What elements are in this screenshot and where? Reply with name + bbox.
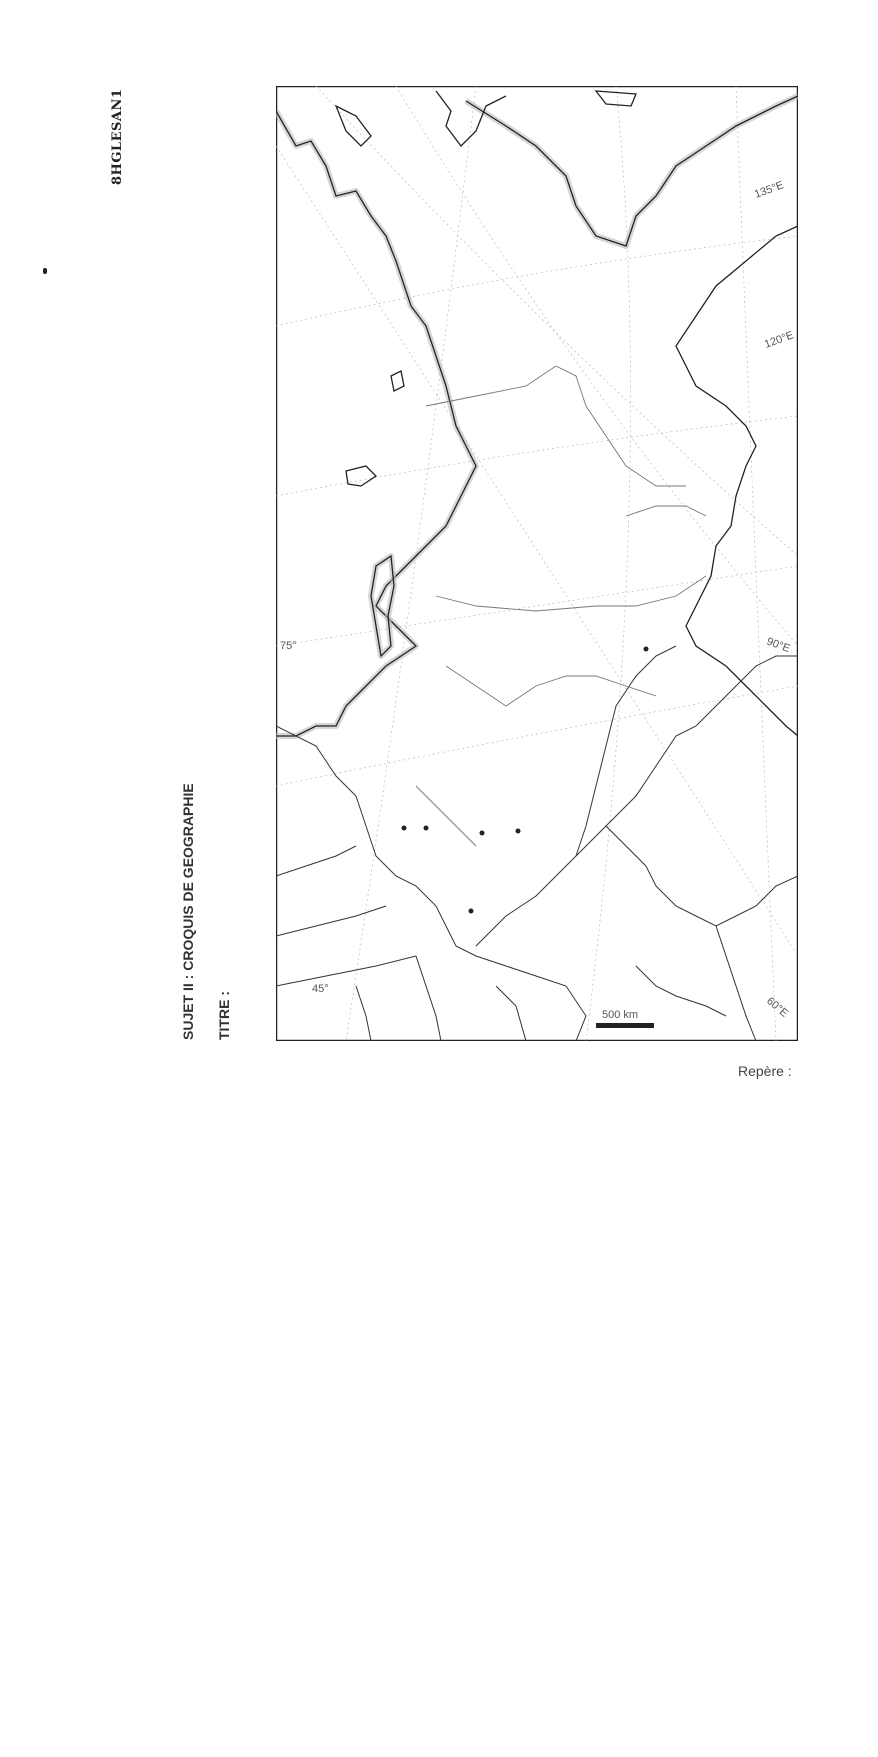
map-frame <box>277 87 798 1041</box>
label-135e: 135°E <box>752 179 786 201</box>
russia-blank-map <box>276 86 798 1041</box>
subject-heading: SUJET II : CROQUIS DE GEOGRAPHIE <box>180 783 196 1040</box>
label-120e: 120°E <box>762 329 796 351</box>
label-75: 75° <box>280 640 297 652</box>
title-label: TITRE : <box>216 991 232 1040</box>
label-45: 45° <box>312 983 329 995</box>
legend-label: Repère : <box>738 1063 792 1079</box>
label-60e: 60°E <box>764 995 791 1020</box>
document-code: 8HGLESAN1 <box>110 88 125 185</box>
label-90e: 90°E <box>764 635 792 656</box>
scale-label: 500 km <box>602 1009 639 1021</box>
ink-mark <box>43 268 47 274</box>
